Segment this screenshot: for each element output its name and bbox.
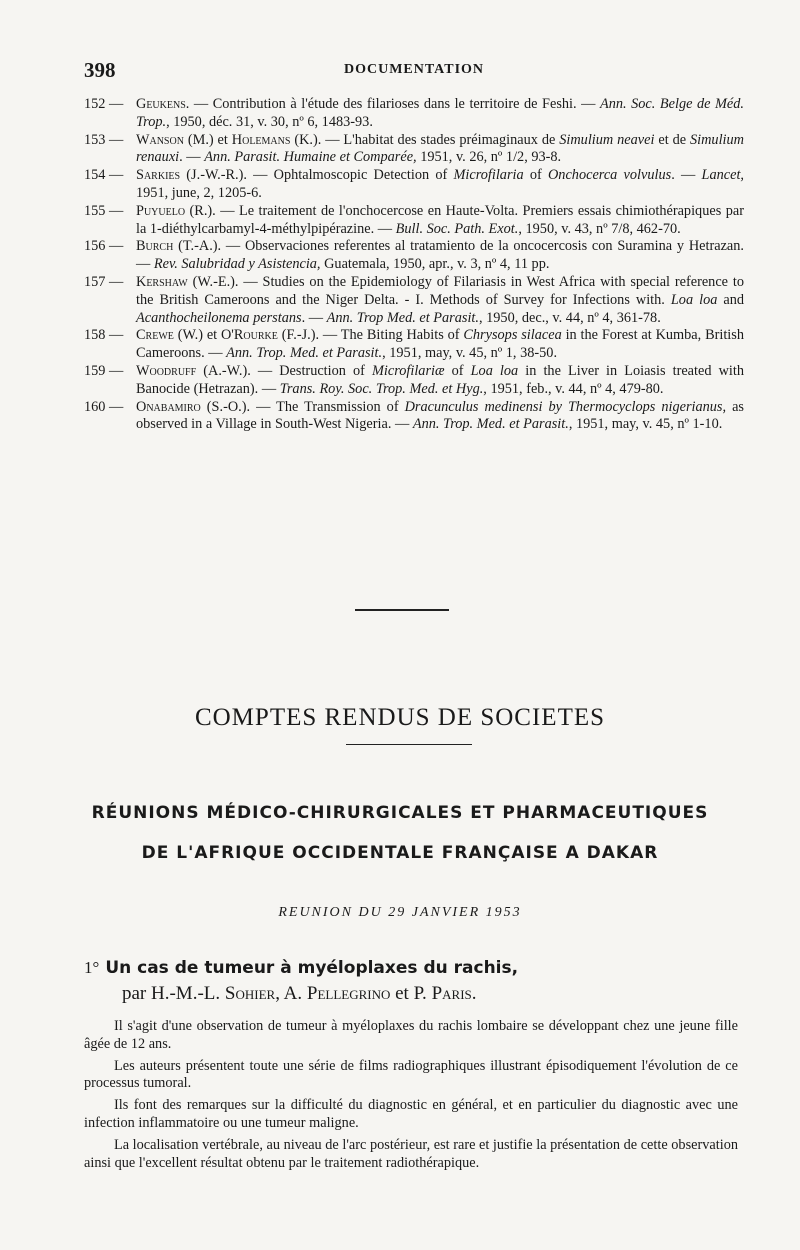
reference-text-segment: and xyxy=(717,291,745,308)
reference-text-segment: , 1951, may, v. 45, nº 1-10. xyxy=(568,416,723,433)
reference-text-segment: in the Forest at Kumba, British Cameroons. — xyxy=(136,327,744,362)
page-header xyxy=(84,58,724,86)
reference-text-segment: (R.). — Le traitement de l'onchocercose en Haute-Volta. Premiers essais chimiothérapiques par la 1-diéthylcarbamyl-4-méthylpipérazine. — xyxy=(136,202,744,237)
author-paris: Paris xyxy=(431,983,472,1004)
reference-author: O'Rourke xyxy=(220,327,278,344)
reference-italic-text: Loa loa xyxy=(670,291,718,308)
reference-text-segment: of xyxy=(523,167,548,184)
running-head: DOCUMENTATION xyxy=(344,62,485,77)
reference-author: Burch xyxy=(136,238,174,255)
reference-entry xyxy=(84,167,744,203)
title-underline xyxy=(346,744,472,745)
reference-text-segment: . — xyxy=(671,167,702,184)
reference-text-segment: as observed in a Village in South-West Nigeria. — xyxy=(136,398,745,433)
reference-italic-text: Ann. Trop. Med. et Parasit. xyxy=(226,345,383,362)
reference-number: 154 — xyxy=(84,167,124,184)
reference-italic-text: Simulium neavei xyxy=(559,131,655,148)
page-number: 398 xyxy=(84,58,116,82)
communication-abstract xyxy=(84,1018,738,1176)
reference-entry xyxy=(84,238,744,274)
reference-text xyxy=(136,327,744,363)
reference-number: 153 — xyxy=(84,131,124,148)
authors-sep2: et P. xyxy=(390,983,432,1004)
reference-text-segment: Guatemala, 1950, apr., v. 3, nº 4, 11 pp. xyxy=(320,256,550,273)
reference-text xyxy=(136,203,744,239)
reference-entry xyxy=(84,96,744,132)
society-name-line1: RÉUNIONS MÉDICO-CHIRURGICALES ET PHARMACEUTIQUES xyxy=(91,803,709,823)
reference-text xyxy=(136,274,744,327)
reference-text-segment: . — xyxy=(179,149,205,166)
reference-text-segment: 1951, v. 26, nº 1/2, 93-8. xyxy=(416,149,562,166)
section-divider xyxy=(355,609,449,611)
reference-text-segment: (K.). — L'habitat des stades préimaginaux de xyxy=(290,131,560,148)
meeting-date: REUNION DU 29 JANVIER 1953 xyxy=(278,905,522,920)
reference-text-segment: (J.-W.-R.). — Ophtalmoscopic Detection of xyxy=(180,167,454,184)
reference-author: Crewe xyxy=(136,327,174,344)
communication-authors xyxy=(122,983,477,1005)
reference-text-segment: (F.-J.). — The Biting Habits of xyxy=(277,327,464,344)
abstract-paragraph: Il s'agit d'une observation de tumeur à myéloplaxes du rachis lombaire se développant chez une jeune fille âgée de 12 ans. xyxy=(84,1018,738,1052)
reference-number: 160 — xyxy=(84,398,124,415)
reference-text-segment: 1951, june, 2, 1205-6. xyxy=(136,184,262,201)
reference-author: Puyuelo xyxy=(136,202,186,219)
reference-author: Wanson xyxy=(136,131,184,148)
reference-italic-text: Ann. Parasit. Humaine et Comparée, xyxy=(204,149,417,166)
reference-italic-text: Microfilaria xyxy=(453,167,524,184)
reference-text-segment: et de xyxy=(654,131,690,148)
reference-author: Woodruff xyxy=(136,362,197,379)
reference-number: 157 — xyxy=(84,273,124,290)
reference-text-segment: (A.-W.). — Destruction of xyxy=(196,362,372,379)
reference-text-segment: (M.) et xyxy=(183,131,232,148)
reference-italic-text: Loa loa xyxy=(470,362,519,379)
reference-italic-text: Microfilariæ xyxy=(371,362,445,379)
reference-italic-text: Onchocerca volvulus xyxy=(547,167,672,184)
reference-text xyxy=(136,238,744,274)
reference-text-segment: , 1950, dec., v. 44, nº 4, 361-78. xyxy=(478,309,661,326)
reference-text xyxy=(136,363,744,399)
reference-text-segment: , 1951, may, v. 45, nº 1, 38-50. xyxy=(382,345,558,362)
reference-text-segment: in the Liver in Loiasis treated with Banocide (Hetrazan). — xyxy=(136,362,744,397)
reference-italic-text: Simulium renauxi xyxy=(136,131,744,166)
reference-text xyxy=(136,132,744,168)
reference-entry xyxy=(84,399,744,435)
reference-text-segment: . — xyxy=(301,309,327,326)
reference-italic-text: Lancet, xyxy=(701,167,744,184)
authors-sep1: , A. xyxy=(275,983,307,1004)
reference-number: 156 — xyxy=(84,238,124,255)
section-title: COMPTES RENDUS DE SOCIETES xyxy=(194,704,606,731)
reference-text-segment: . — Contribution à l'étude des filarioses dans le territoire de Feshi. — xyxy=(185,96,600,112)
reference-list xyxy=(84,96,744,434)
reference-text xyxy=(136,167,744,203)
reference-author: Kershaw xyxy=(136,273,188,290)
reference-text-segment: (T.-A.). — Observaciones referentes al tratamiento de la oncocercosis con Suramina y Hetrazan. — xyxy=(136,238,744,273)
reference-entry xyxy=(84,132,744,168)
communication-number: 1° xyxy=(84,958,100,977)
reference-text xyxy=(136,399,744,435)
reference-entry xyxy=(84,363,744,399)
abstract-paragraph: La localisation vertébrale, au niveau de l'arc postérieur, est rare et justifie la présentation de cette observation ainsi que l'excellent résultat obtenu par le traitement radiothérapique. xyxy=(84,1136,738,1171)
reference-entry xyxy=(84,274,744,327)
reference-italic-text: Bull. Soc. Path. Exot. xyxy=(395,220,519,237)
reference-italic-text: Ann. Soc. Belge de Méd. Trop. xyxy=(136,96,744,130)
reference-number: 152 — xyxy=(84,96,124,112)
reference-italic-text: Rev. Salubridad y Asistencia, xyxy=(153,256,321,273)
reference-text-segment: (W.) et xyxy=(173,327,221,344)
reference-author: Holemans xyxy=(231,131,291,148)
reference-author: Onabamiro xyxy=(136,398,201,415)
communication-title xyxy=(84,958,518,978)
reference-author: Sarkies xyxy=(136,167,181,184)
reference-text-segment: , 1950, déc. 31, v. 30, nº 6, 1483-93. xyxy=(166,113,373,130)
authors-prefix: par H.-M.-L. xyxy=(122,983,225,1004)
reference-number: 158 — xyxy=(84,327,124,344)
abstract-paragraph: Les auteurs présentent toute une série de films radiographiques illustrant épisodiquement l'évolution de ce processus tumoral. xyxy=(84,1057,738,1092)
reference-text-segment: (W.-E.). — Studies on the Epidemiology of Filariasis in West Africa with special reference to the British Cameroons and the Niger Delta. - I. Methods of Survey for Infections with. xyxy=(136,273,744,308)
author-pellegrino: Pellegrino xyxy=(306,983,391,1004)
reference-number: 155 — xyxy=(84,202,124,219)
reference-italic-text: Acanthocheilonema perstans xyxy=(136,309,302,326)
reference-text-segment: of xyxy=(444,362,471,379)
abstract-paragraph: Ils font des remarques sur la difficulté du diagnostic en général, et en particulier du diagnostic avec une infection inflammatoire ou une tumeur maligne. xyxy=(84,1097,738,1131)
authors-suffix: . xyxy=(471,983,477,1004)
reference-text-segment: , 1951, feb., v. 44, nº 4, 479-80. xyxy=(483,380,664,397)
reference-author: Geukens xyxy=(136,96,186,112)
reference-italic-text: Dracunculus medinensi by Thermocyclops nigerianus, xyxy=(404,398,727,415)
reference-text xyxy=(136,96,744,132)
communication-title-text: Un cas de tumeur à myéloplaxes du rachis, xyxy=(105,958,519,978)
reference-italic-text: Ann. Trop. Med. et Parasit. xyxy=(412,416,569,433)
reference-text-segment: (S.-O.). — The Transmission of xyxy=(200,398,405,415)
reference-number: 159 — xyxy=(84,362,124,379)
reference-italic-text: Ann. Trop Med. et Parasit. xyxy=(326,309,479,326)
reference-text-segment: , 1950, v. 43, nº 7/8, 462-70. xyxy=(518,220,681,237)
reference-entry xyxy=(84,203,744,239)
reference-entry xyxy=(84,327,744,363)
reference-italic-text: Chrysops silacea xyxy=(463,327,562,344)
author-sohier: Sohier xyxy=(224,983,276,1004)
society-name-line2: DE L'AFRIQUE OCCIDENTALE FRANÇAISE A DAKAR xyxy=(141,843,659,863)
reference-italic-text: Trans. Roy. Soc. Trop. Med. et Hyg. xyxy=(279,380,484,397)
